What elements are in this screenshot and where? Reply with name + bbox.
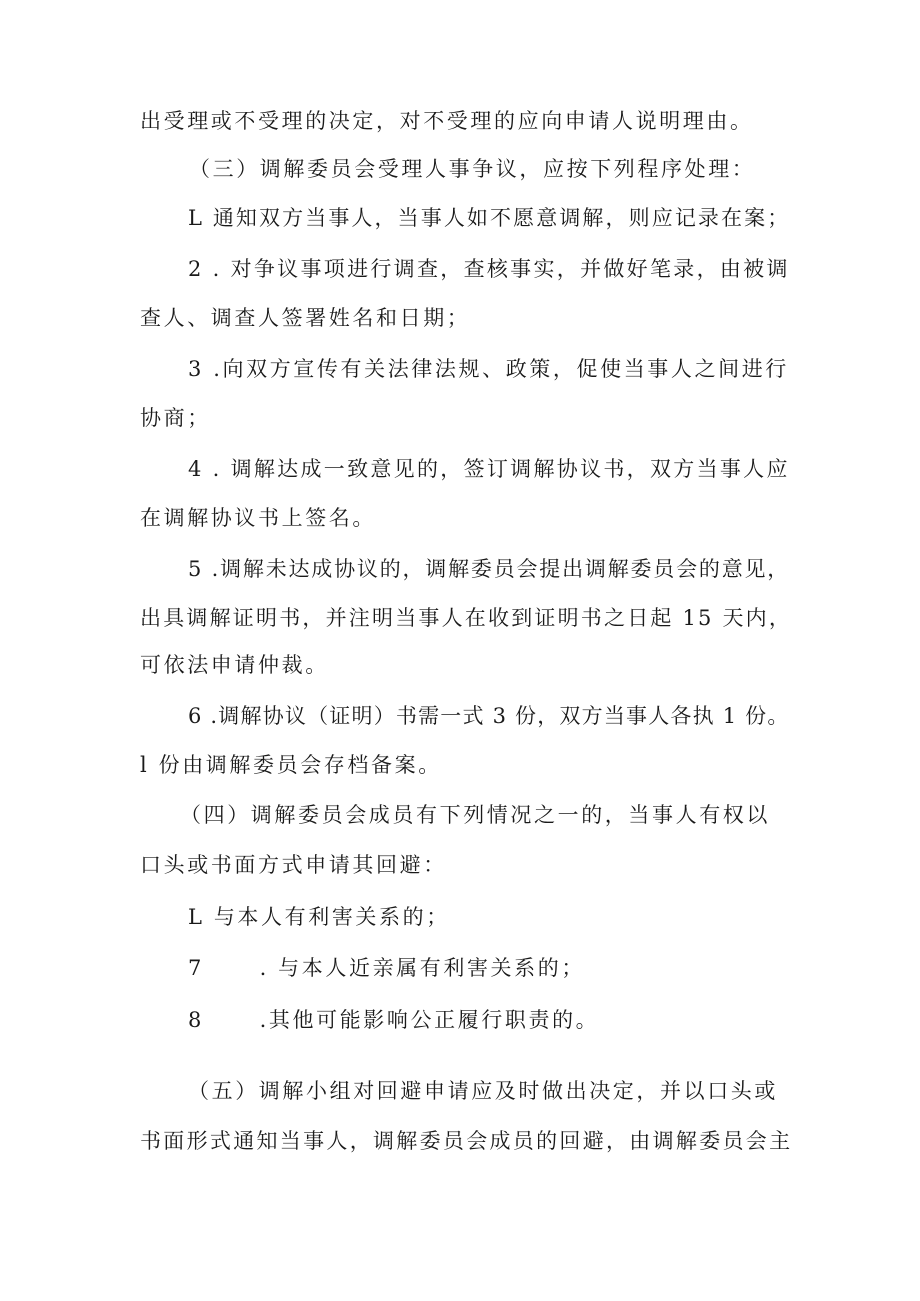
text-line: 协商；	[140, 406, 211, 430]
text-line: 2 . 对争议事项进行调查，查核事实，并做好笔录，由被调	[188, 257, 790, 281]
text-line: 口头或书面方式申请其回避：	[140, 853, 447, 877]
text-line: 8 .其他可能影响公正履行职责的。	[188, 1008, 600, 1032]
text-line: 可依法申请仲裁。	[140, 653, 329, 677]
text-line: 7 . 与本人近亲属有利害关系的；	[188, 956, 585, 980]
text-line: l 份由调解委员会存档备案。	[140, 753, 442, 777]
text-line: 4 . 调解达成一致意见的，签订调解协议书，双方当事人应	[188, 457, 790, 481]
text-line: 5 .调解未达成协议的，调解委员会提出调解委员会的意见，	[188, 557, 791, 581]
text-line: 出具调解证明书，并注明当事人在收到证明书之日起 15 天内，	[140, 606, 793, 630]
text-line: 3 .向双方宣传有关法律法规、政策，促使当事人之间进行	[188, 357, 789, 381]
text-line: （四）调解委员会成员有下列情况之一的，当事人有权以	[180, 803, 770, 827]
text-line: （三）调解委员会受理人事争议，应按下列程序处理：	[189, 157, 756, 181]
text-line: 书面形式通知当事人，调解委员会成员的回避，由调解委员会主	[140, 1129, 793, 1153]
text-line: （五）调解小组对回避申请应及时做出决定，并以口头或	[188, 1079, 778, 1103]
text-line: L 与本人有利害关系的；	[188, 905, 450, 929]
text-line: 查人、调查人签署姓名和日期；	[140, 306, 471, 330]
text-line: L 通知双方当事人，当事人如不愿意调解，则应记录在案；	[188, 206, 791, 230]
text-line: 6 .调解协议（证明）书需一式 3 份，双方当事人各执 1 份。	[188, 704, 790, 728]
text-line: 出受理或不受理的决定，对不受理的应向申请人说明理由。	[140, 109, 754, 133]
text-line: 在调解协议书上签名。	[140, 506, 376, 530]
